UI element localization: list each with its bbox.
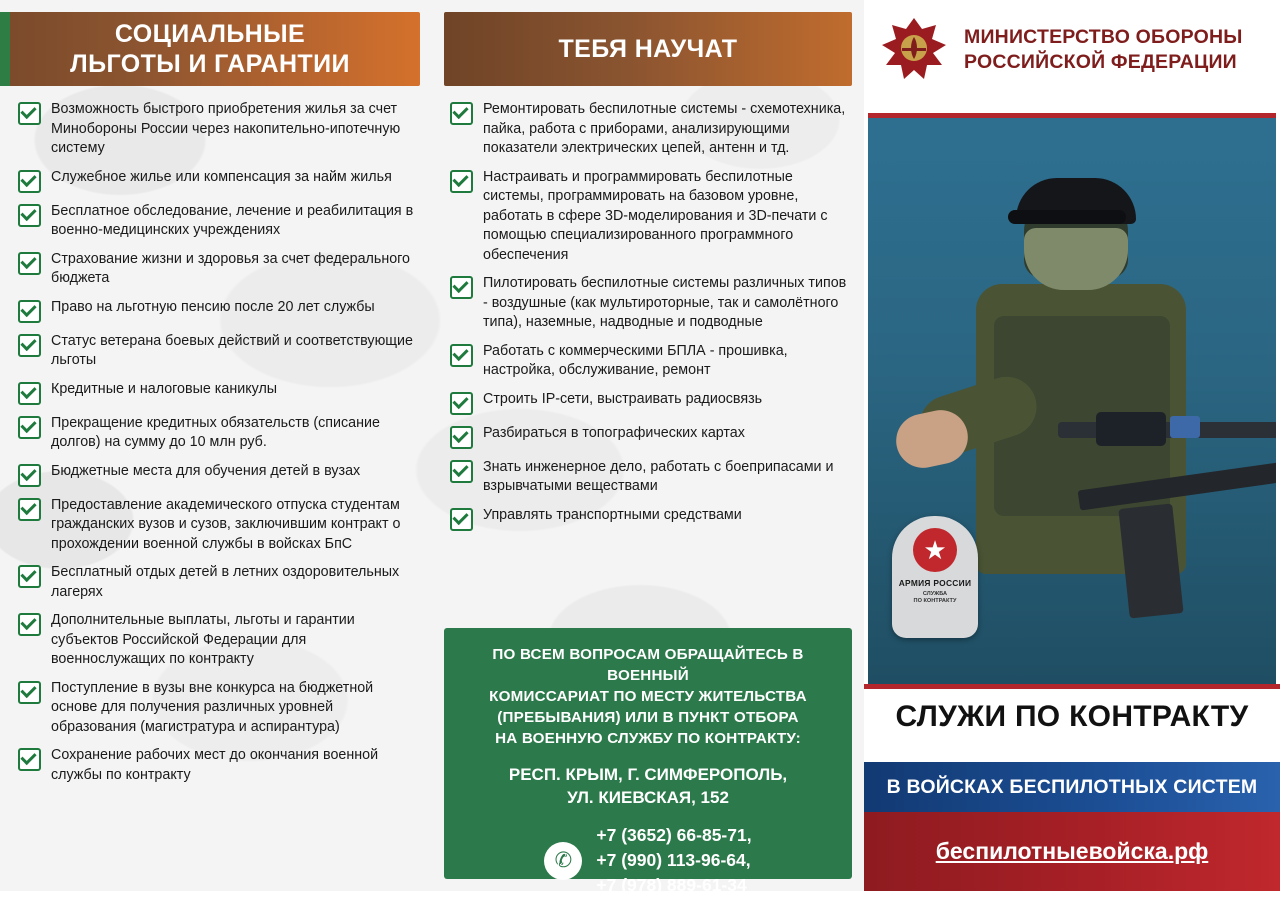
check-icon xyxy=(18,416,41,439)
benefit-text: Дополнительные выплаты, льготы и гарантии субъектов Российской Федерации для военнослужащих по контракту xyxy=(51,612,355,667)
check-icon xyxy=(450,392,473,415)
check-icon xyxy=(18,565,41,588)
left-column-header xyxy=(0,12,420,86)
soldier-photo xyxy=(868,113,1276,684)
training-text: Управлять транспортными средствами xyxy=(483,506,742,523)
training-list xyxy=(432,86,864,531)
phone-number[interactable]: +7 (990) 113-96-64, xyxy=(596,850,751,870)
phone-block xyxy=(458,823,838,898)
benefit-text: Бюджетные места для обучения детей в вузах xyxy=(51,462,361,479)
contact-box xyxy=(444,628,852,895)
contact-address xyxy=(458,763,838,809)
phone-number[interactable]: +7 (3652) 66-85-71, xyxy=(596,825,752,845)
russian-mod-emblem-icon xyxy=(878,15,950,85)
ministry-title-line-2: РОССИЙСКОЙ ФЕДЕРАЦИИ xyxy=(964,51,1237,73)
list-item xyxy=(18,563,418,602)
left-header-line-2: ЛЬГОТЫ И ГАРАНТИИ xyxy=(70,50,350,78)
phone-number[interactable]: +7 (978) 889-61-34 xyxy=(596,875,747,895)
check-icon xyxy=(18,613,41,636)
list-item xyxy=(18,250,418,289)
serve-banner-text: СЛУЖИ ПО КОНТРАКТУ xyxy=(895,700,1249,733)
rifle-magazine xyxy=(1118,503,1183,618)
training-text: Разбираться в топографических картах xyxy=(483,424,745,441)
check-icon xyxy=(18,681,41,704)
check-icon xyxy=(18,300,41,323)
training-text: Настраивать и программировать беспилотные системы, программировать на базовом уровне, работать в сфере 3D-моделирования и 3D-печати с помощью специализированного программного обеспечения xyxy=(483,168,828,263)
address-line: РЕСП. КРЫМ, Г. СИМФЕРОПОЛЬ, xyxy=(508,765,788,784)
list-item xyxy=(18,414,418,453)
ministry-title-line-1: МИНИСТЕРСТВО ОБОРОНЫ xyxy=(964,26,1243,48)
benefit-text: Бесплатное обследование, лечение и реабилитация в военно-медицинских учреждениях xyxy=(51,202,414,238)
check-icon xyxy=(450,426,473,449)
dog-tag-line-2a: СЛУЖБА xyxy=(922,591,948,597)
benefit-text: Возможность быстрого приобретения жилья за счет Минобороны России через накопительно-ипотечную систему xyxy=(51,101,401,156)
check-icon xyxy=(18,464,41,487)
benefit-text: Страхование жизни и здоровья за счет федерального бюджета xyxy=(51,250,411,286)
middle-column-header: ТЕБЯ НАУЧАТ xyxy=(444,12,852,86)
benefit-text: Прекращение кредитных обязательств (списание долгов) на сумму до 10 млн руб. xyxy=(51,414,380,450)
contact-title xyxy=(458,644,838,749)
dog-tag-badge xyxy=(892,516,978,638)
ministry-header xyxy=(864,0,1280,100)
list-item xyxy=(18,496,418,555)
check-icon xyxy=(18,498,41,521)
check-icon xyxy=(18,382,41,405)
website-banner[interactable] xyxy=(864,812,1280,891)
check-icon xyxy=(18,748,41,771)
website-link[interactable]: беспилотныевойска.рф xyxy=(935,838,1209,864)
soldier-mask xyxy=(1024,228,1128,290)
list-item xyxy=(18,298,418,323)
benefit-text: Право на льготную пенсию после 20 лет службы xyxy=(51,298,375,315)
drone-frame xyxy=(1058,422,1276,438)
check-icon xyxy=(450,170,473,193)
benefit-text: Сохранение рабочих мест до окончания военной службы по контракту xyxy=(51,747,379,783)
benefits-list xyxy=(0,86,432,785)
list-item xyxy=(18,380,418,405)
benefit-text: Служебное жилье или компенсация за найм жилья xyxy=(51,168,392,185)
benefit-text: Поступление в вузы вне конкурса на бюджетной основе для получения различных уровней образования (магистратура и аспирантура) xyxy=(51,679,374,735)
unmanned-troops-banner xyxy=(864,762,1280,812)
unmanned-troops-text: В ВОЙСКАХ БЕСПИЛОТНЫХ СИСТЕМ xyxy=(886,775,1258,798)
dog-tag-line-1: АРМИЯ РОССИИ xyxy=(898,578,972,588)
list-item xyxy=(450,458,850,497)
contact-title-line: (ПРЕБЫВАНИЯ) ИЛИ В ПУНКТ ОТБОРА xyxy=(497,709,799,726)
benefit-text: Предоставление академического отпуска студентам гражданских вузов и сузов, заключившим контракт о прохождении военной службы в войсках БпС xyxy=(51,496,401,552)
contact-title-line: КОМИССАРИАТ ПО МЕСТУ ЖИТЕЛЬСТВА xyxy=(489,688,807,705)
check-icon xyxy=(18,102,41,125)
phone-numbers xyxy=(596,823,751,898)
check-icon xyxy=(450,508,473,531)
address-line: УЛ. КИЕВСКАЯ, 152 xyxy=(567,788,729,807)
phone-icon: ✆ xyxy=(544,842,582,880)
ministry-title xyxy=(964,25,1243,75)
list-item xyxy=(18,746,418,785)
list-item xyxy=(450,342,850,381)
star-icon: ★ xyxy=(913,528,957,572)
training-text: Работать с коммерческими БПЛА - прошивка, настройка, обслуживание, ремонт xyxy=(483,342,788,378)
list-item xyxy=(18,611,418,670)
check-icon xyxy=(18,334,41,357)
left-header-line-1: СОЦИАЛЬНЫЕ xyxy=(114,20,306,48)
list-item xyxy=(18,202,418,241)
check-icon xyxy=(450,102,473,125)
check-icon xyxy=(18,170,41,193)
list-item xyxy=(450,274,850,333)
soldier-cap-brim xyxy=(1008,210,1126,224)
green-accent-bar xyxy=(0,12,10,86)
list-item xyxy=(18,462,418,487)
check-icon xyxy=(450,276,473,299)
drone-camera xyxy=(1170,416,1200,438)
training-text: Знать инженерное дело, работать с боеприпасами и взрывчатыми веществами xyxy=(483,458,834,494)
dog-tag-line-2 xyxy=(914,591,957,605)
benefit-text: Статус ветерана боевых действий и соответствующие льготы xyxy=(51,332,413,368)
training-text: Строить IP-сети, выстраивать радиосвязь xyxy=(483,390,763,407)
check-icon xyxy=(450,460,473,483)
training-text: Пилотировать беспилотные системы различных типов - воздушные (как мультироторные, так и самолётного типа), наземные, надводные и подводные xyxy=(483,275,847,330)
benefit-text: Кредитные и налоговые каникулы xyxy=(51,380,278,397)
list-item xyxy=(18,679,418,738)
drone-body xyxy=(1096,412,1166,446)
dog-tag-line-2b: ПО КОНТРАКТУ xyxy=(913,598,957,604)
benefit-text: Бесплатный отдых детей в летних оздоровительных лагерях xyxy=(51,564,400,600)
left-column xyxy=(0,0,432,891)
serve-banner xyxy=(864,684,1280,745)
list-item xyxy=(450,506,850,531)
list-item xyxy=(450,100,850,159)
list-item xyxy=(18,100,418,159)
list-item xyxy=(450,168,850,266)
list-item xyxy=(450,390,850,415)
check-icon xyxy=(450,344,473,367)
check-icon xyxy=(18,204,41,227)
contact-title-line: НА ВОЕННУЮ СЛУЖБУ ПО КОНТРАКТУ: xyxy=(495,730,801,747)
list-item xyxy=(18,332,418,371)
training-text: Ремонтировать беспилотные системы - схемотехника, пайка, работа с приборами, анализирующими показатели электрических цепей, антенн и тд. xyxy=(483,101,846,156)
list-item xyxy=(18,168,418,193)
list-item xyxy=(450,424,850,449)
contact-title-line: ПО ВСЕМ ВОПРОСАМ ОБРАЩАЙТЕСЬ В ВОЕННЫЙ xyxy=(492,646,804,684)
check-icon xyxy=(18,252,41,275)
